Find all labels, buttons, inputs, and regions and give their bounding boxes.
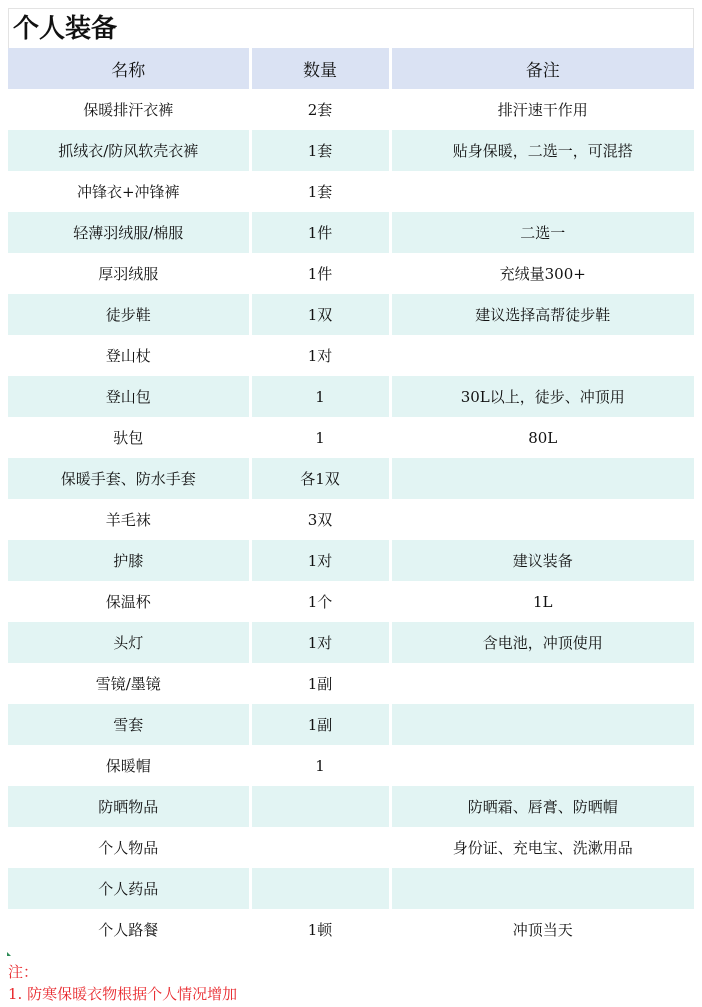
cell-note[interactable]: 二选一 [390,212,694,253]
header-row [8,48,694,89]
cell-note[interactable]: 身份证、充电宝、洗漱用品 [390,827,694,868]
cell-name[interactable]: 保暖手套、防水手套 [8,458,250,499]
footnote-label[interactable]: 注： [8,963,39,981]
cell-quantity[interactable] [250,786,390,827]
cell-quantity[interactable]: 各1双 [250,458,390,499]
cell-quantity[interactable]: 1 [250,745,390,786]
cell-quantity[interactable]: 1个 [250,581,390,622]
header-quantity[interactable]: 数量 [250,48,390,89]
cell-quantity[interactable]: 1对 [250,540,390,581]
table-row [8,130,694,171]
header-name[interactable]: 名称 [8,48,250,89]
cell-name[interactable]: 个人药品 [8,868,250,909]
cell-note[interactable] [390,499,694,540]
table-row [8,417,694,458]
table-row [8,663,694,704]
cell-name[interactable]: 驮包 [8,417,250,458]
cell-note[interactable]: 建议选择高帮徒步鞋 [390,294,694,335]
cell-name[interactable]: 防晒物品 [8,786,250,827]
cell-name[interactable]: 抓绒衣/防风软壳衣裤 [8,130,250,171]
table-row [8,294,694,335]
cell-name[interactable]: 保暖排汗衣裤 [8,89,250,130]
cell-name[interactable]: 羊毛袜 [8,499,250,540]
cell-name[interactable]: 头灯 [8,622,250,663]
cell-quantity[interactable]: 1件 [250,253,390,294]
sheet-title[interactable]: 个人装备 [8,8,694,48]
cell-quantity[interactable] [250,827,390,868]
table-row [8,376,694,417]
cell-name[interactable]: 个人路餐 [8,909,250,950]
table-row [8,458,694,499]
footnote-line-1[interactable]: 1. 防寒保暖衣物根据个人情况增加 [8,985,238,1003]
table-row [8,745,694,786]
cell-name[interactable]: 雪镜/墨镜 [8,663,250,704]
cell-note[interactable] [390,704,694,745]
cell-note[interactable]: 防晒霜、唇膏、防晒帽 [390,786,694,827]
cell-name[interactable]: 冲锋衣+冲锋裤 [8,171,250,212]
cell-quantity[interactable] [250,868,390,909]
table-row [8,909,694,950]
cell-name[interactable]: 个人物品 [8,827,250,868]
cell-name[interactable]: 轻薄羽绒服/棉服 [8,212,250,253]
table-row [8,499,694,540]
cell-quantity[interactable]: 1套 [250,130,390,171]
table-body [8,89,694,950]
cell-note[interactable]: 冲顶当天 [390,909,694,950]
table-row [8,868,694,909]
cell-note[interactable] [390,458,694,499]
cell-note[interactable] [390,335,694,376]
table-row [8,540,694,581]
header-note[interactable]: 备注 [390,48,694,89]
cell-quantity[interactable]: 1件 [250,212,390,253]
cell-name[interactable]: 登山杖 [8,335,250,376]
cell-marker-icon [7,952,11,956]
cell-quantity[interactable]: 1副 [250,704,390,745]
table-row [8,827,694,868]
cell-note[interactable] [390,663,694,704]
cell-name[interactable]: 徒步鞋 [8,294,250,335]
cell-quantity[interactable]: 1 [250,417,390,458]
table-row [8,335,694,376]
cell-note[interactable] [390,868,694,909]
table-row [8,253,694,294]
cell-quantity[interactable]: 1套 [250,171,390,212]
cell-name[interactable]: 雪套 [8,704,250,745]
table-row [8,171,694,212]
cell-name[interactable]: 厚羽绒服 [8,253,250,294]
table-row [8,786,694,827]
cell-name[interactable]: 保温杯 [8,581,250,622]
cell-name[interactable]: 保暖帽 [8,745,250,786]
cell-quantity[interactable]: 2套 [250,89,390,130]
cell-name[interactable]: 登山包 [8,376,250,417]
cell-name[interactable]: 护膝 [8,540,250,581]
cell-quantity[interactable]: 3双 [250,499,390,540]
cell-note[interactable]: 1L [390,581,694,622]
cell-quantity[interactable]: 1顿 [250,909,390,950]
cell-quantity[interactable]: 1对 [250,622,390,663]
table-row [8,704,694,745]
spreadsheet [8,8,694,950]
cell-note[interactable]: 含电池，冲顶使用 [390,622,694,663]
cell-quantity[interactable]: 1副 [250,663,390,704]
table-row [8,581,694,622]
cell-note[interactable]: 充绒量300+ [390,253,694,294]
cell-note[interactable] [390,745,694,786]
cell-note[interactable]: 建议装备 [390,540,694,581]
table-row [8,622,694,663]
cell-note[interactable]: 排汗速干作用 [390,89,694,130]
cell-note[interactable]: 80L [390,417,694,458]
cell-quantity[interactable]: 1对 [250,335,390,376]
table-row [8,212,694,253]
equipment-table [8,48,694,950]
table-row [8,89,694,130]
cell-quantity[interactable]: 1双 [250,294,390,335]
cell-note[interactable] [390,171,694,212]
cell-quantity[interactable]: 1 [250,376,390,417]
cell-note[interactable]: 30L以上，徒步、冲顶用 [390,376,694,417]
cell-note[interactable]: 贴身保暖，二选一，可混搭 [390,130,694,171]
